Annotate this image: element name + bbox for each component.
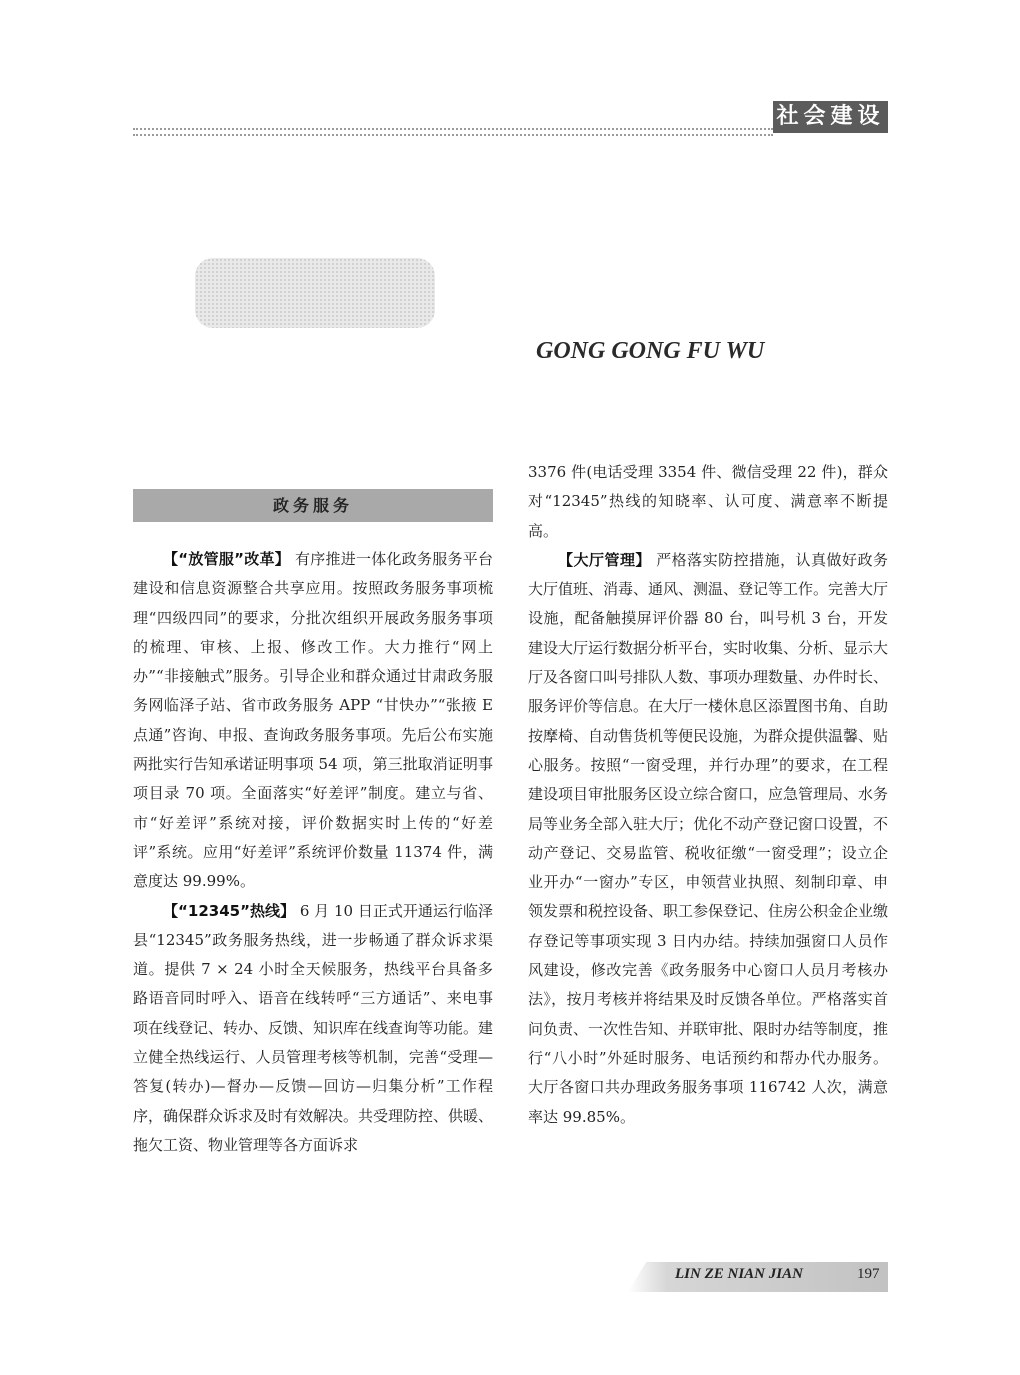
journal-name: LIN ZE NIAN JIAN [675,1266,803,1282]
paragraph-hall-management [528,546,888,1132]
paragraph-lead: 【“12345”热线】 [163,901,296,920]
paragraph-body: 严格落实防控措施，认真做好政务大厅值班、消毒、通风、测温、登记等工作。完善大厅设施，配备触摸屏评价器 80 台，叫号机 3 台，开发建设大厅运行数据分析平台，实时收集、分析、显示大厅及各窗口叫号排队人数、事项办理数量、办件时长、服务评价等信息。在大厅一楼休息区添置图书角、自助按摩椅、自动售货机等便民设施，为群众提供温馨、贴心服务。按照“一窗受理，并行办理”的要求，在工程建设项目审批服务区设立综合窗口，应急管理局、水务局等业务全部入驻大厅；优化不动产登记窗口设置，不动产登记、交易监管、税收征缴“一窗受理”；设立企业开办“一窗办”专区，申领营业执照、刻制印章、申领发票和税控设备、职工参保登记、住房公积金企业缴存登记等事项实现 3 日内办结。持续加强窗口人员作风建设，修改完善《政务服务中心窗口人员月考核办法》，按月考核并将结果及时反馈各单位。严格落实首问负责、一次性告知、并联审批、限时办结等制度，推行“八小时”外延时服务、电话预约和帮办代办服务。大厅各窗口共办理政务服务事项 116742 人次，满意率达 99.85%。 [528,550,889,1126]
section-tag: 社会建设 [773,101,888,133]
paragraph-body: 有序推进一体化政务服务平台建设和信息资源整合共享应用。按照政务服务事项梳理“四级四同”的要求，分批次组织开展政务服务事项的梳理、审核、上报、修改工作。大力推行“网上办”“非接触式”服务。引导企业和群众通过甘肃政务服务网临泽子站、省市政务服务 APP “甘快办”“张掖 E 点通”咨询、申报、查询政务服务事项。先后公布实施两批实行告知承诺证明事项 54 项，第三批取消证明事项目录 70 项。全面落实“好差评”制度。建立与省、市“好差评”系统对接，评价数据实时上传的“好差评”系统。应用“好差评”系统评价数量 11374 件，满意度达 99.99%。 [133,550,493,891]
paragraph-lead: 【“放管服”改革】 [163,550,290,568]
paragraph-lead: 【大厅管理】 [558,550,651,569]
left-column [133,545,493,1160]
paragraph-hotline [133,897,493,1161]
paragraph-body: 6 月 10 日正式开通运行临泽县“12345”政务服务热线，进一步畅通了群众诉求渠道。提供 7 × 24 小时全天候服务，热线平台具备多路语音同时呼入、语音在线转呼“三方通话”、来电事项在线登记、转办、反馈、知识库在线查询等功能。建立健全热线运行、人员管理考核等机制，完善“受理—答复(转办)—督办—反馈—回访—归集分析”工作程序，确保群众诉求及时有效解决。共受理防控、供暖、拖欠工资、物业管理等各方面诉求 [133,901,494,1154]
right-column [528,458,888,1132]
paragraph-reform [133,545,493,897]
page-number: 197 [857,1266,880,1282]
chapter-title-latin: GONG GONG FU WU [536,338,765,364]
column-heading: 政务服务 [133,489,493,522]
paragraph-hotline-continued: 3376 件(电话受理 3354 件、微信受理 22 件)，群众对“12345”热线的知晓率、认可度、满意率不断提高。 [528,463,888,540]
header-dotted-rule [133,128,773,136]
decorative-title-background [195,258,435,328]
